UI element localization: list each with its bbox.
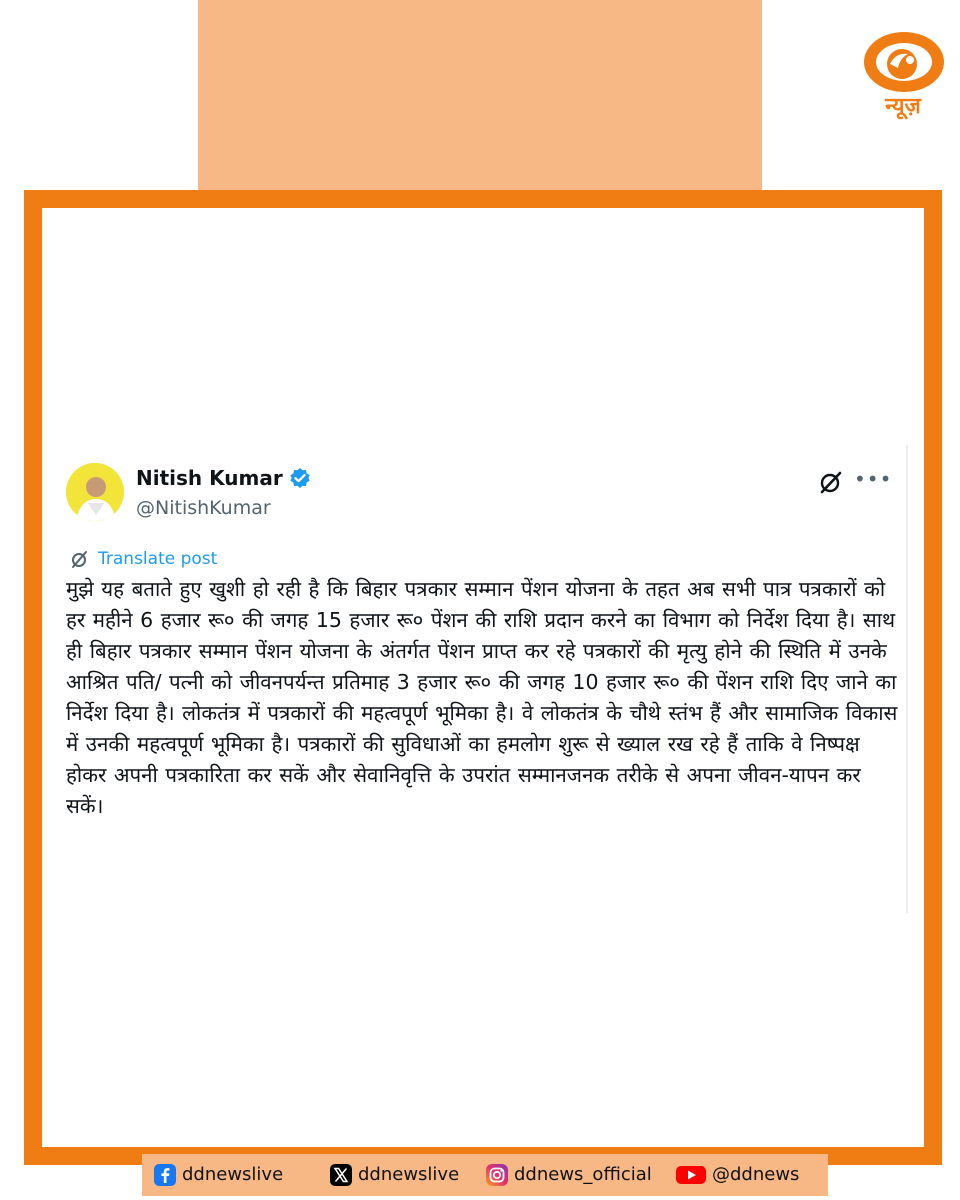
x-icon — [330, 1164, 352, 1186]
translate-post-label[interactable]: Translate post — [98, 549, 218, 569]
author-handle[interactable]: @NitishKumar — [136, 497, 271, 519]
dd-news-logo — [856, 24, 952, 128]
author-name-text[interactable]: Nitish Kumar — [136, 466, 283, 490]
facebook-link[interactable] — [154, 1162, 283, 1188]
x-link[interactable] — [330, 1162, 459, 1188]
facebook-handle[interactable]: ddnewslive — [182, 1164, 284, 1185]
dd-eye-icon — [856, 24, 952, 100]
translate-post-link[interactable] — [70, 548, 217, 570]
author-name[interactable] — [136, 465, 311, 491]
more-options-icon[interactable]: ••• — [854, 467, 893, 491]
translate-icon — [70, 549, 90, 569]
instagram-icon — [486, 1164, 508, 1186]
youtube-link[interactable] — [676, 1162, 799, 1188]
grok-icon[interactable] — [818, 469, 844, 495]
facebook-icon — [154, 1164, 176, 1186]
instagram-handle[interactable]: ddnews_official — [514, 1164, 652, 1185]
vertical-divider — [906, 445, 908, 913]
top-accent-band — [198, 0, 762, 192]
verified-badge-icon — [289, 467, 311, 489]
instagram-link[interactable] — [486, 1162, 652, 1188]
author-avatar[interactable] — [66, 463, 124, 521]
youtube-icon — [676, 1164, 706, 1186]
logo-text: न्यूज़ — [885, 94, 921, 119]
youtube-handle[interactable]: @ddnews — [712, 1164, 800, 1185]
x-handle[interactable]: ddnewslive — [358, 1164, 460, 1185]
post-text: मुझे यह बताते हुए खुशी हो रही है कि बिहार पत्रकार सम्मान पेंशन योजना के तहत अब सभी पात्र पत्रकारों को हर महीने 6 हजार रू० की जगह 15 हजार रू० पेंशन की राशि प्रदान करने का विभाग को निर्देश दिया है। साथ ही बिहार पत्रकार सम्मान पेंशन योजना के अंतर्गत पेंशन प्राप्त कर रहे पत्रकारों की मृत्यु होने की स्थिति में उनके आश्रित पति/ पत्नी को जीवनपर्यन्त प्रतिमाह 3 हजार रू० की जगह 10 हजार रू० की पेंशन राशि दिए जाने का निर्देश दिया है। लोकतंत्र में पत्रकारों की महत्वपूर्ण भूमिका है। वे लोकतंत्र के चौथे स्तंभ हैं और सामाजिक विकास में उनकी महत्वपूर्ण भूमिका है। पत्रकारों की सुविधाओं का हमलोग शुरू से ख्याल रख रहे हैं ताकि वे निष्पक्ष होकर अपनी पत्रकारिता कर सकें और सेवानिवृत्ति के उपरांत सम्मानजनक तरीके से अपना जीवन-यापन कर सकें। — [66, 577, 898, 818]
